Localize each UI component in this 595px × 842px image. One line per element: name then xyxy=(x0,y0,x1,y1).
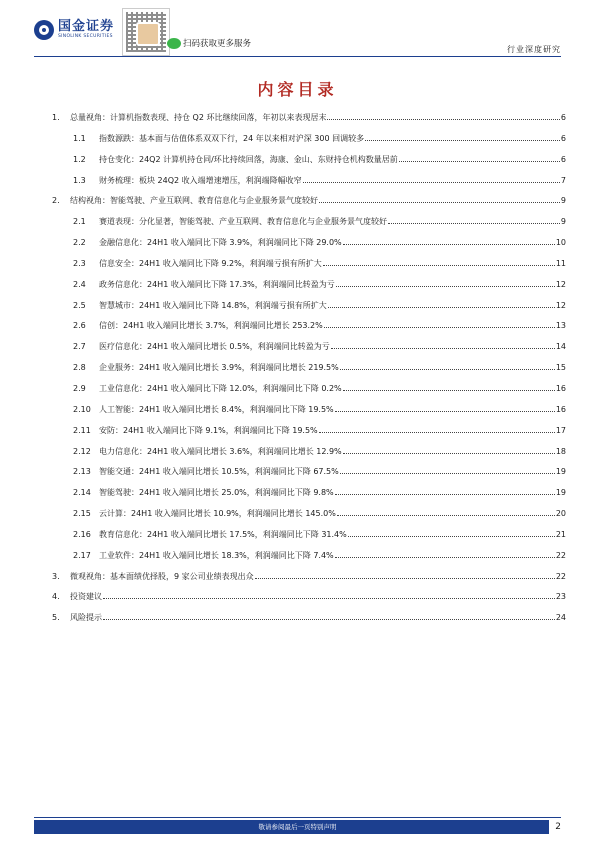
toc-leader-dots xyxy=(335,411,555,412)
toc-entry[interactable] xyxy=(52,592,566,613)
toc-entry-number: 1. xyxy=(52,113,60,122)
toc-entry-title: 财务梳理：板块 24Q2 收入端增速增压，利润端降幅收窄 xyxy=(99,175,302,185)
toc-entry-title: 工业软件：24H1 收入端同比增长 18.3%，利润端同比下降 7.4% xyxy=(99,550,334,560)
toc-entry-title: 教育信息化：24H1 收入端同比增长 17.5%，利润端同比下降 31.4% xyxy=(99,529,347,539)
toc-leader-dots xyxy=(340,473,555,474)
toc-entry-number: 2.4 xyxy=(73,279,86,289)
toc-leader-dots xyxy=(324,327,555,328)
toc-entry[interactable] xyxy=(52,384,566,405)
toc-entry-number: 3. xyxy=(52,571,60,581)
toc-entry-number: 2.16 xyxy=(73,529,91,539)
toc-entry[interactable] xyxy=(52,551,566,572)
toc-entry-page: 6 xyxy=(560,154,566,164)
toc-entry-title: 信息安全：24H1 收入端同比下降 9.2%，利润端亏损有所扩大 xyxy=(99,258,322,268)
toc-entry-page: 19 xyxy=(555,488,566,498)
toc-entry-title: 风险提示 xyxy=(70,613,102,623)
toc-entry[interactable] xyxy=(52,342,566,363)
toc-entry-number: 1.1 xyxy=(73,133,86,143)
toc-entry-page: 9 xyxy=(560,217,566,227)
toc-leader-dots xyxy=(303,182,560,183)
toc-entry-number: 2.9 xyxy=(73,383,86,393)
toc-entry-page: 6 xyxy=(560,133,566,143)
toc-leader-dots xyxy=(319,432,555,433)
toc-entry[interactable] xyxy=(52,155,566,176)
toc-entry-page: 12 xyxy=(555,279,566,289)
toc-entry-number: 2. xyxy=(52,196,60,206)
toc-entry-page: 18 xyxy=(555,446,566,456)
footer-disclaimer: 敬请参阅最后一页特别声明 xyxy=(258,823,337,831)
toc-entry[interactable] xyxy=(52,467,566,488)
toc-entry-title: 政务信息化：24H1 收入端同比下降 17.3%，利润端同比转盈为亏 xyxy=(99,279,335,289)
footer-divider xyxy=(34,817,561,818)
toc-entry[interactable] xyxy=(52,280,566,301)
toc-entry[interactable] xyxy=(52,426,566,447)
toc-entry[interactable] xyxy=(52,196,566,217)
toc-entry-number: 2.5 xyxy=(73,300,86,310)
toc-entry[interactable] xyxy=(52,447,566,468)
logo-name-cn: 国金证券 xyxy=(58,19,115,34)
toc-entry-number: 2.2 xyxy=(73,238,86,248)
toc-leader-dots xyxy=(337,515,555,516)
toc-entry-page: 21 xyxy=(555,529,566,539)
toc-entry[interactable] xyxy=(52,238,566,259)
toc-leader-dots xyxy=(343,453,555,454)
toc-entry[interactable] xyxy=(52,363,566,384)
toc-leader-dots xyxy=(399,161,560,162)
toc-leader-dots xyxy=(335,494,555,495)
toc-entry-page: 19 xyxy=(555,467,566,477)
toc-entry-number: 2.13 xyxy=(73,467,91,477)
toc-entry-number: 2.12 xyxy=(73,446,91,456)
toc-entry-number: 4. xyxy=(52,592,60,602)
toc-entry-title: 信创：24H1 收入端同比增长 3.7%，利润端同比增长 253.2% xyxy=(99,321,323,331)
toc-entry-number: 1.2 xyxy=(73,154,86,164)
report-type: 行业深度研究 xyxy=(507,45,561,54)
toc-leader-dots xyxy=(336,286,555,287)
toc-entry-number: 2.3 xyxy=(73,258,86,268)
toc-entry[interactable] xyxy=(52,572,566,593)
toc-leader-dots xyxy=(365,140,560,141)
wechat-icon xyxy=(167,38,181,49)
toc-entry-number: 2.7 xyxy=(73,342,86,352)
toc-entry-page: 10 xyxy=(555,238,566,248)
toc-entry-page: 13 xyxy=(555,321,566,331)
toc-entry-page: 7 xyxy=(560,175,566,185)
toc-leader-dots xyxy=(388,223,560,224)
toc-entry[interactable] xyxy=(52,259,566,280)
toc-leader-dots xyxy=(343,244,555,245)
toc-entry[interactable] xyxy=(52,217,566,238)
toc-entry-number: 2.6 xyxy=(73,321,86,331)
toc-leader-dots xyxy=(319,202,560,203)
toc-entry-number: 2.8 xyxy=(73,363,86,373)
toc-entry-page: 9 xyxy=(560,196,566,206)
toc-entry-title: 指数源跌：基本面与估值体系双双下行，24 年以来相对沪深 300 回调较多 xyxy=(99,133,365,143)
toc-entry-page: 20 xyxy=(555,509,566,519)
toc-leader-dots xyxy=(343,390,555,391)
logo-name-en: SINOLINK SECURITIES xyxy=(58,34,113,39)
toc-entry-title: 智能交通：24H1 收入端同比增长 10.5%，利润端同比下降 67.5% xyxy=(99,467,339,477)
toc-leader-dots xyxy=(103,598,555,599)
toc-entry-number: 1.3 xyxy=(73,175,86,185)
toc-leader-dots xyxy=(328,307,555,308)
toc-entry[interactable] xyxy=(52,488,566,509)
page-number: 2 xyxy=(549,820,561,834)
toc-entry-page: 6 xyxy=(560,113,566,122)
toc-entry-page: 14 xyxy=(555,342,566,352)
toc-entry-page: 15 xyxy=(555,363,566,373)
toc-entry-number: 2.1 xyxy=(73,217,86,227)
toc-entry-page: 22 xyxy=(555,571,566,581)
toc-entry[interactable] xyxy=(52,530,566,551)
toc-entry-title: 企业服务：24H1 收入端同比增长 3.9%，利润端同比增长 219.5% xyxy=(99,363,339,373)
toc-entry-title: 总量视角：计算机指数表现、持仓 Q2 环比继续回落，年初以来表现居末 xyxy=(70,113,327,122)
toc-entry-number: 2.15 xyxy=(73,509,91,519)
toc-entry-page: 16 xyxy=(555,383,566,393)
company-logo xyxy=(34,20,114,40)
toc-entry-title: 投资建议 xyxy=(70,592,102,602)
toc-entry-title: 金融信息化：24H1 收入端同比下降 3.9%，利润端同比下降 29.0% xyxy=(99,238,342,248)
toc-entry[interactable] xyxy=(52,509,566,530)
toc-entry-number: 5. xyxy=(52,613,60,623)
page-title: 内容目录 xyxy=(257,80,338,99)
toc-entry-title: 电力信息化：24H1 收入端同比增长 3.6%，利润端同比增长 12.9% xyxy=(99,446,342,456)
toc-entry-page: 17 xyxy=(555,425,566,435)
toc-entry-page: 22 xyxy=(555,550,566,560)
toc-entry-title: 工业信息化：24H1 收入端同比下降 12.0%，利润端同比下降 0.2% xyxy=(99,383,342,393)
toc-leader-dots xyxy=(348,536,555,537)
toc-entry-title: 持仓变化：24Q2 计算机持仓同/环比持续回落，海康、金山、东财持仓机构数量居前 xyxy=(99,154,398,164)
toc-leader-dots xyxy=(331,348,555,349)
toc-entry-title: 智能驾驶：24H1 收入端同比增长 25.0%，利润端同比下降 9.8% xyxy=(99,488,334,498)
toc-entry[interactable] xyxy=(52,321,566,342)
toc-entry[interactable] xyxy=(52,113,566,134)
toc-entry-page: 24 xyxy=(555,613,566,623)
toc-entry-number: 2.14 xyxy=(73,488,91,498)
toc-entry-number: 2.10 xyxy=(73,404,91,414)
toc-entry-title: 人工智能：24H1 收入端同比增长 8.4%，利润端同比下降 19.5% xyxy=(99,404,334,414)
toc-leader-dots xyxy=(103,619,555,620)
header-divider xyxy=(34,56,561,57)
page-header xyxy=(0,0,595,60)
toc-leader-dots xyxy=(335,557,555,558)
toc-entry-number: 2.11 xyxy=(73,425,91,435)
toc-entry-title: 云计算：24H1 收入端同比增长 10.9%，利润端同比增长 145.0% xyxy=(99,509,336,519)
toc-entry[interactable] xyxy=(52,405,566,426)
toc-leader-dots xyxy=(327,119,559,120)
toc-entry-page: 16 xyxy=(555,404,566,414)
toc-entry-page: 12 xyxy=(555,300,566,310)
toc-entry-page: 11 xyxy=(555,258,566,268)
toc-entry[interactable] xyxy=(52,134,566,155)
toc-entry-title: 智慧城市：24H1 收入端同比下降 14.8%，利润端亏损有所扩大 xyxy=(99,300,327,310)
logo-mark-icon xyxy=(34,20,54,40)
toc-entry[interactable] xyxy=(52,176,566,197)
toc-leader-dots xyxy=(255,578,555,579)
toc-entry-title: 安防：24H1 收入端同比下降 9.1%，利润端同比下降 19.5% xyxy=(99,425,318,435)
toc-leader-dots xyxy=(340,369,555,370)
toc-entry-title: 赛道表现：分化显著，智能驾驶、产业互联网、教育信息化与企业服务景气度较好 xyxy=(99,217,387,227)
toc-entry[interactable] xyxy=(52,301,566,322)
toc-leader-dots xyxy=(323,265,555,266)
toc-entry-title: 微观视角：基本面绩优择股，9 家公司业绩表现出众 xyxy=(70,571,254,581)
toc-entry-page: 23 xyxy=(555,592,566,602)
table-of-contents xyxy=(52,113,566,634)
toc-entry-title: 医疗信息化：24H1 收入端同比增长 0.5%，利润端同比转盈为亏 xyxy=(99,342,330,352)
toc-entry-number: 2.17 xyxy=(73,550,91,560)
toc-entry[interactable] xyxy=(52,613,566,634)
scan-service-text: 扫码获取更多服务 xyxy=(183,39,252,49)
toc-entry-title: 结构视角：智能驾驶、产业互联网、教育信息化与企业服务景气度较好 xyxy=(70,196,318,206)
qr-code-icon[interactable] xyxy=(122,8,170,56)
